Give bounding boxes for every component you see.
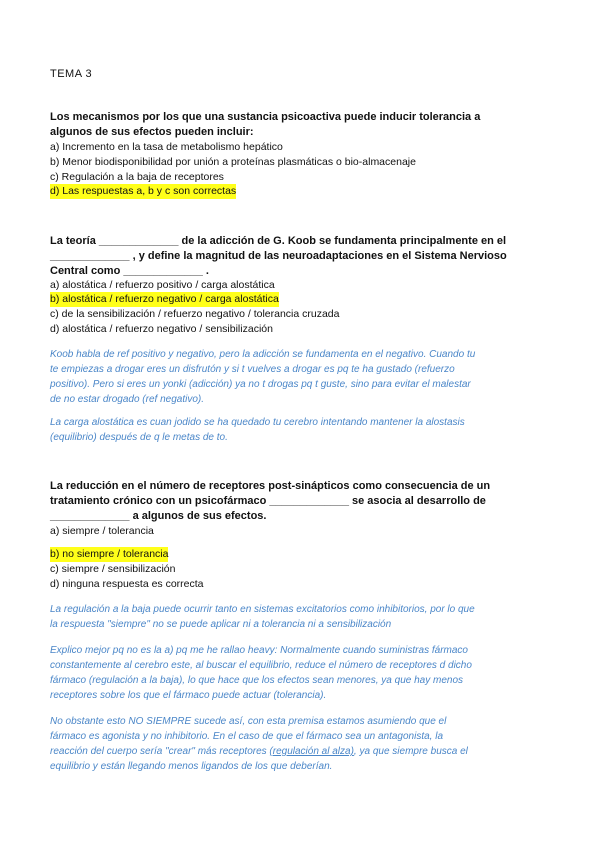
q2-option-c: c) de la sensibilización / refuerzo negativo / tolerancia cruzada (50, 308, 340, 320)
q3-note3-line3 (50, 744, 555, 760)
q2-note2-line1: La carga alostática es cuan jodido se ha quedado tu cerebro intentando mantener la alostasis (50, 417, 465, 428)
q3-note2-line2: constantemente al cerebro este, al buscar el equilibrio, reduce el número de receptores d dicho (50, 660, 472, 671)
q2-note1-line2: te empiezas a drogar eres un disfrutón y si t vuelves a drogar es pq te ha gustado (refuerzo (50, 364, 455, 375)
q1-option-b: b) Menor biodisponibilidad por unión a proteínas plasmáticas o bio-almacenaje (50, 156, 416, 168)
q2-question-line1: La teoría _____________ de la adicción de G. Koob se fundamenta principalmente en el (50, 235, 507, 247)
q3-note3-line4: equilibrio y están llegando menos ligandos de los que deberían. (50, 761, 333, 772)
q2-note1-line3: positivo). Pero si eres un yonki (adicción) ya no t drogas pq t guste, sino para evitar el malestar (50, 379, 471, 390)
q3-option-b-correct: b) no siempre / tolerancia (50, 548, 169, 560)
q3-note2-line1: Explico mejor pq no es la a) pq me he rallao heavy: Normalmente cuando suministras fármaco (50, 645, 468, 656)
q1-question-line2: algunos de sus efectos pueden incluir: (50, 126, 254, 138)
q2-note2-line2: (equilibrio) después de q le metas de to. (50, 432, 228, 443)
q3-note3-line2: fármaco es agonista y no inhibitorio. En el caso de que el fármaco sea un antagonista, la (50, 731, 444, 742)
q3-note3-line1: No obstante esto NO SIEMPRE sucede así, con esta premisa estamos asumiendo que el (50, 716, 447, 727)
document-title: TEMA 3 (50, 68, 93, 80)
q2-option-b-correct: b) alostática / refuerzo negativo / carga alostática (50, 293, 279, 305)
q3-note1-line2: la respuesta "siempre" no se puede aplicar ni a tolerancia ni a sensibilización (50, 619, 392, 630)
q3-option-d: d) ninguna respuesta es correcta (50, 578, 204, 590)
q1-option-d-correct: d) Las respuestas a, b y c son correctas (50, 185, 237, 197)
q3-note2-line4: receptores sobre los que el fármaco puede actuar (tolerancia). (50, 690, 327, 701)
q2-question-line3: Central como _____________ . (50, 265, 209, 277)
q1-option-c: c) Regulación a la baja de receptores (50, 171, 224, 183)
q3-question-line3: _____________ a algunos de sus efectos. (50, 510, 267, 522)
q1-question-line1: Los mecanismos por los que una sustancia psicoactiva puede inducir tolerancia a (50, 111, 481, 123)
q2-question-line2: _____________ , y define la magnitud de las neuroadaptaciones en el Sistema Nervioso (50, 250, 507, 262)
q2-option-d: d) alostática / refuerzo negativo / sensibilización (50, 323, 273, 335)
q3-question-line1: La reducción en el número de receptores post-sinápticos como consecuencia de un (50, 480, 491, 492)
q3-question-line2: tratamiento crónico con un psicofármaco _____________ se asocia al desarrollo de (50, 495, 486, 507)
q3-option-c: c) siempre / sensibilización (50, 563, 176, 575)
q2-note1-line4: de no estar drogado (ref negativo). (50, 394, 204, 405)
q2-option-a: a) alostática / refuerzo positivo / carga alostática (50, 279, 275, 291)
q3-note3-line3-part1: reacción del cuerpo sería "crear" más receptores (50, 746, 270, 757)
q3-option-a: a) siempre / tolerancia (50, 525, 154, 537)
q3-note2-line3: fármaco (regulación a la baja), lo que hace que los efectos sean menores, ya que hay menos (50, 675, 464, 686)
q2-note1-line1: Koob habla de ref positivo y negativo, pero la adicción se fundamenta en el negativo. Cuando tu (50, 349, 476, 360)
q3-note1-line1: La regulación a la baja puede ocurrir tanto en sistemas excitatorios como inhibitorios, por lo que (50, 604, 475, 615)
regulacion-al-alza-underlined: (regulación al alza) (269, 746, 354, 757)
q3-note3-line3-part3: , ya que siempre busca el (353, 746, 468, 757)
q1-option-a: a) Incremento en la tasa de metabolismo hepático (50, 141, 283, 153)
